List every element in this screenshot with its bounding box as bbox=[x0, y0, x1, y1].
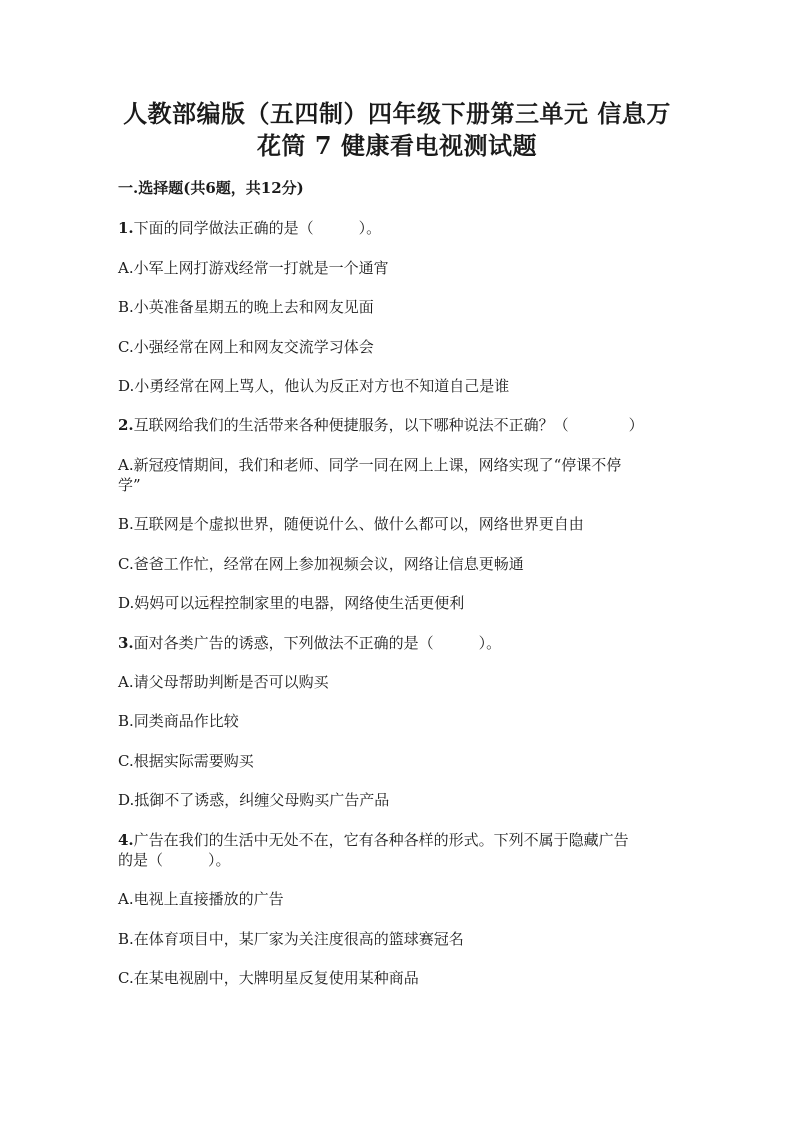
option-3c: C.根据实际需要购买 bbox=[118, 752, 254, 770]
question-text: 下面的同学做法正确的是（ ）。 bbox=[133, 219, 382, 237]
option-2d: D.妈妈可以远程控制家里的电器，网络使生活更便利 bbox=[118, 594, 465, 612]
option-2a-continued: 学” bbox=[118, 476, 141, 494]
option-1c: C.小强经常在网上和网友交流学习体会 bbox=[118, 338, 374, 356]
question-3 bbox=[118, 633, 678, 653]
section-heading: 一.选择题(共6题，共12分) bbox=[118, 179, 304, 197]
option-4b: B.在体育项目中，某厂家为关注度很高的篮球赛冠名 bbox=[118, 930, 464, 948]
question-number: 3. bbox=[118, 634, 134, 652]
question-number: 2. bbox=[118, 416, 134, 434]
question-4-continued: 的是（ ）。 bbox=[118, 851, 231, 869]
option-3d: D.抵御不了诱惑，纠缠父母购买广告产品 bbox=[118, 791, 390, 809]
question-text: 互联网给我们的生活带来各种便捷服务，以下哪种说法不正确？（ ） bbox=[133, 416, 644, 434]
option-3a: A.请父母帮助判断是否可以购买 bbox=[118, 673, 329, 691]
option-2b: B.互联网是个虚拟世界，随便说什么、做什么都可以，网络世界更自由 bbox=[118, 515, 584, 533]
question-1 bbox=[118, 218, 678, 238]
question-number: 4. bbox=[118, 831, 134, 849]
question-2 bbox=[118, 415, 678, 435]
question-4 bbox=[118, 830, 678, 850]
option-1b: B.小英准备星期五的晚上去和网友见面 bbox=[118, 298, 374, 316]
option-4c: C.在某电视剧中，大牌明星反复使用某种商品 bbox=[118, 969, 419, 987]
question-text: 广告在我们的生活中无处不在，它有各种各样的形式。下列不属于隐藏广告 bbox=[133, 831, 629, 849]
page-title-line-1: 人教部编版（五四制）四年级下册第三单元 信息万 bbox=[123, 99, 671, 128]
option-3b: B.同类商品作比较 bbox=[118, 712, 239, 730]
option-1d: D.小勇经常在网上骂人，他认为反正对方也不知道自己是谁 bbox=[118, 377, 510, 395]
page-title-line-2: 花筒 7 健康看电视测试题 bbox=[257, 131, 537, 160]
option-4a: A.电视上直接播放的广告 bbox=[118, 890, 284, 908]
question-number: 1. bbox=[118, 219, 134, 237]
question-text: 面对各类广告的诱惑，下列做法不正确的是（ ）。 bbox=[133, 634, 502, 652]
option-2a: A.新冠疫情期间，我们和老师、同学一同在网上上课，网络实现了“停课不停 bbox=[118, 456, 622, 474]
option-2c: C.爸爸工作忙，经常在网上参加视频会议，网络让信息更畅通 bbox=[118, 555, 524, 573]
option-1a: A.小军上网打游戏经常一打就是一个通宵 bbox=[118, 259, 389, 277]
